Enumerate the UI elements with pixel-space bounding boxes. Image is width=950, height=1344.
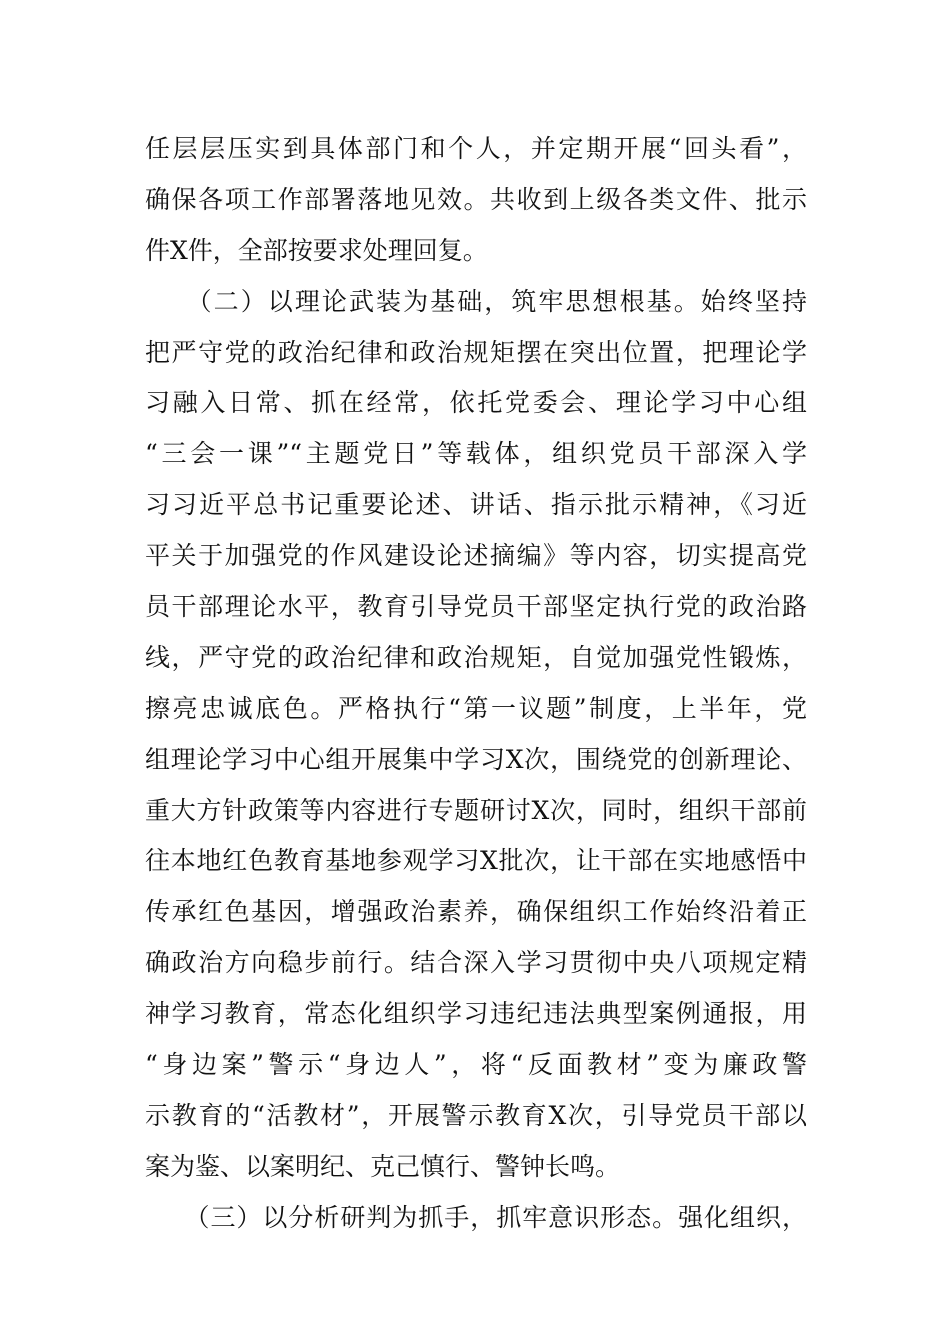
- text-line: 员干部理论水平，教育引导党员干部坚定执行党的政治路: [145, 592, 807, 622]
- text-line: 件X件，全部按要求处理回复。: [145, 235, 488, 265]
- text-line: 往本地红色教育基地参观学习X批次，让干部在实地感悟中: [145, 846, 807, 876]
- text-line: 传承红色基因，增强政治素养，确保组织工作始终沿着正: [145, 897, 807, 927]
- text-line: “三会一课”“主题党日”等载体，组织党员干部深入学: [145, 439, 807, 469]
- text-line: （二）以理论武装为基础，筑牢思想根基。始终坚持: [145, 286, 807, 316]
- text-line: 确保各项工作部署落地见效。共收到上级各类文件、批示: [145, 184, 807, 214]
- text-line: 线，严守党的政治纪律和政治规矩，自觉加强党性锻炼，: [145, 642, 807, 672]
- text-line: 平关于加强党的作风建设论述摘编》等内容，切实提高党: [145, 541, 807, 571]
- text-line: 案为鉴、以案明纪、克己慎行、警钟长鸣。: [145, 1151, 621, 1181]
- text-line: 神学习教育，常态化组织学习违纪违法典型案例通报，用: [145, 999, 807, 1029]
- document-page: [145, 124, 807, 1244]
- text-line: 重大方针政策等内容进行专题研讨X次，同时，组织干部前: [145, 795, 807, 825]
- text-line: 习融入日常、抓在经常，依托党委会、理论学习中心组: [145, 388, 807, 418]
- text-line: 组理论学习中心组开展集中学习X次，围绕党的创新理论、: [145, 744, 807, 774]
- text-line: 习习近平总书记重要论述、讲话、指示批示精神，《习近: [145, 490, 807, 520]
- text-line: 任层层压实到具体部门和个人，并定期开展“回头看”，: [145, 134, 807, 163]
- text-line: 示教育的“活教材”，开展警示教育X次，引导党员干部以: [145, 1100, 807, 1130]
- text-line: “身边案”警示“身边人”，将“反面教材”变为廉政警: [145, 1050, 807, 1080]
- text-line: 把严守党的政治纪律和政治规矩摆在突出位置，把理论学: [145, 337, 807, 367]
- text-line: （三）以分析研判为抓手，抓牢意识形态。强化组织，: [145, 1202, 807, 1232]
- text-line: 擦亮忠诚底色。严格执行“第一议题”制度，上半年，党: [145, 693, 807, 723]
- text-line: 确政治方向稳步前行。结合深入学习贯彻中央八项规定精: [145, 948, 807, 978]
